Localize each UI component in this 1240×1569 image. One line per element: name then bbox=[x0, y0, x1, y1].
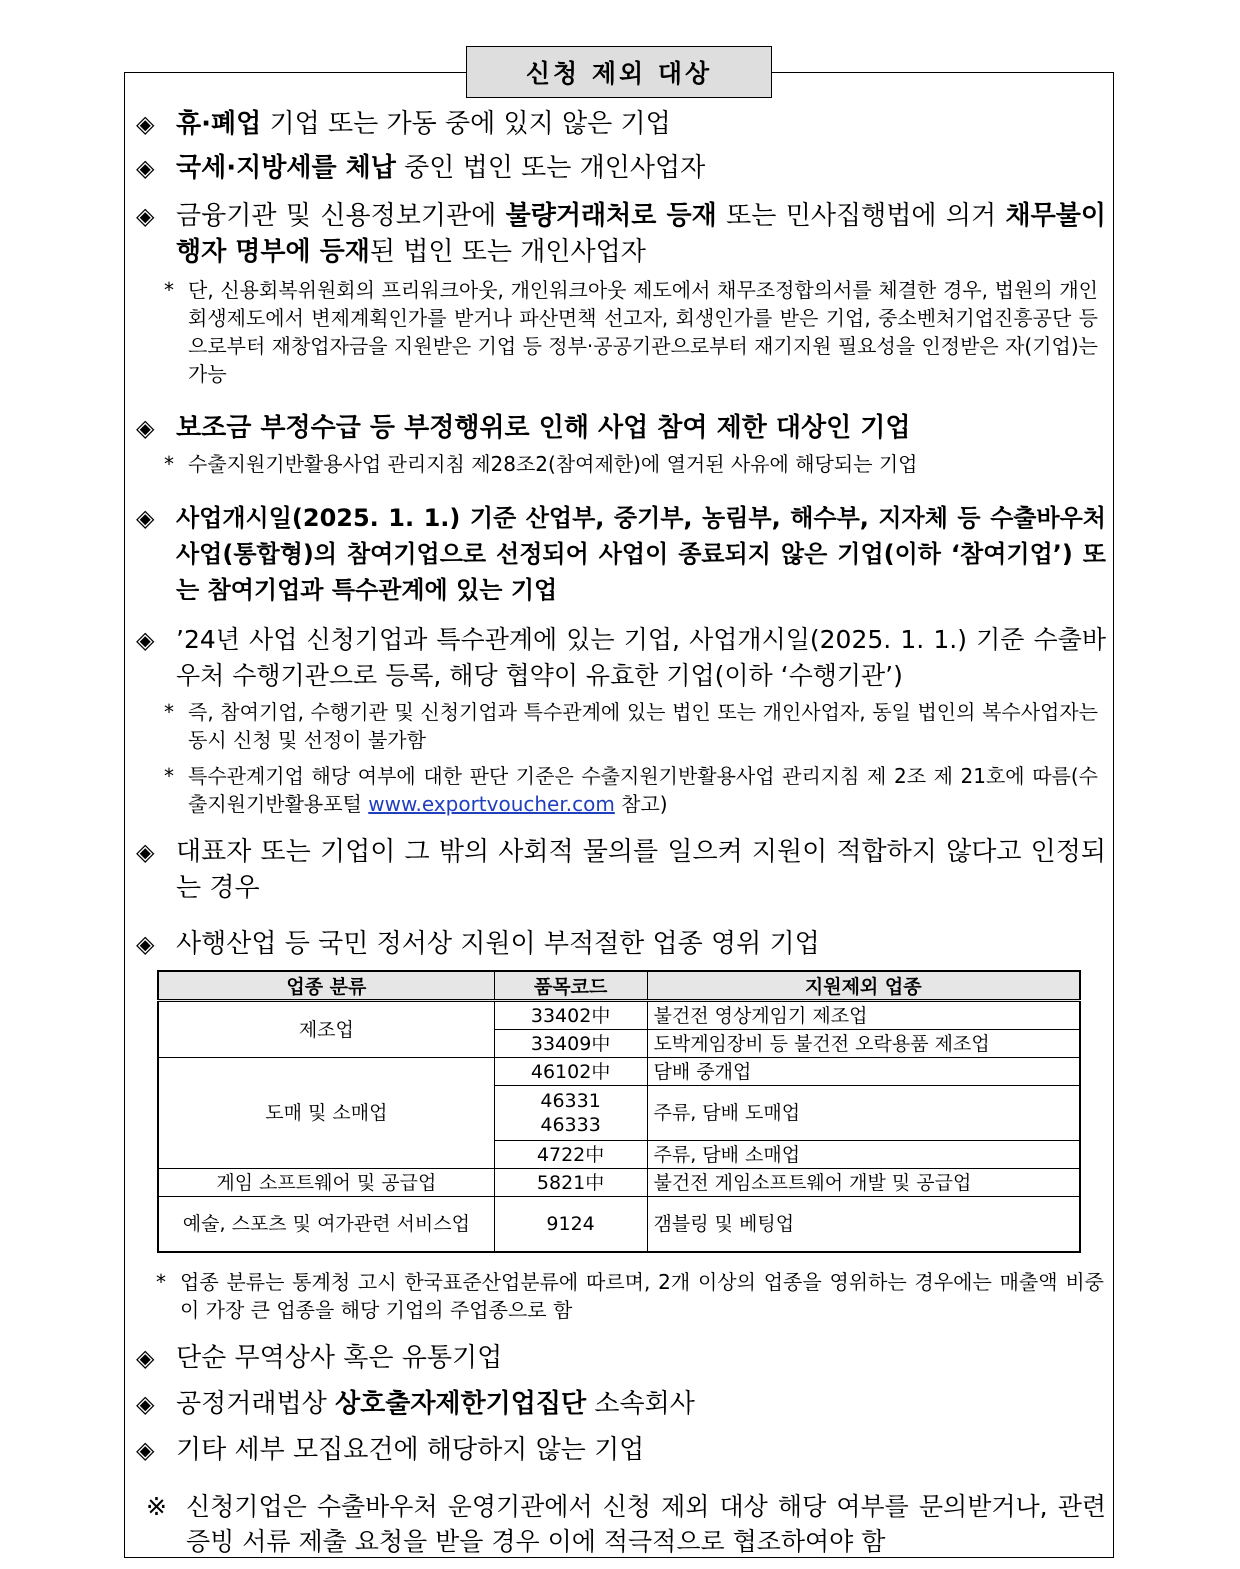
asterisk-icon: * bbox=[164, 278, 174, 302]
diamond-bullet-icon: ◈ bbox=[136, 154, 155, 182]
list-item: ◈ 휴·폐업 기업 또는 가동 중에 있지 않은 기업 bbox=[136, 106, 1106, 142]
list-item: ◈ ’24년 사업 신청기업과 특수관계에 있는 기업, 사업개시일(2025. 1. 1.) 기준 수출바우처 수행기관으로 등록, 해당 협약이 유효한 기업(이하 ‘수행기관’) bbox=[136, 622, 1106, 694]
list-item: ◈ 대표자 또는 기업이 그 밖의 사회적 물의를 일으켜 지원이 적합하지 않다고 인정되는 경우 bbox=[136, 834, 1106, 906]
diamond-bullet-icon: ◈ bbox=[136, 110, 155, 138]
item-code: 5821中 bbox=[494, 1169, 647, 1197]
diamond-bullet-icon: ◈ bbox=[136, 930, 155, 958]
asterisk-icon: * bbox=[164, 764, 174, 788]
table-row bbox=[158, 1058, 1080, 1086]
note: * 업종 분류는 통계청 고시 한국표준산업분류에 따르며, 2개 이상의 업종을 영위하는 경우에는 매출액 비중이 가장 큰 업종을 해당 기업의 주업종으로 함 bbox=[156, 1270, 1104, 1322]
table-row bbox=[158, 1169, 1080, 1197]
item-code: 46331 46333 bbox=[494, 1086, 647, 1141]
list-item: ◈ 공정거래법상 상호출자제한기업집단 소속회사 bbox=[136, 1386, 1106, 1422]
excluded-industry: 주류, 담배 소매업 bbox=[647, 1141, 1080, 1169]
diamond-bullet-icon: ◈ bbox=[136, 1390, 155, 1418]
list-item: ◈ 금융기관 및 신용정보기관에 불량거래처로 등재 또는 민사집행법에 의거 채무불이행자 명부에 등재된 법인 또는 개인사업자 bbox=[136, 198, 1106, 270]
excluded-industry: 담배 중개업 bbox=[647, 1058, 1080, 1086]
excluded-industry: 도박게임장비 등 불건전 오락용품 제조업 bbox=[647, 1030, 1080, 1058]
item-code: 33409中 bbox=[494, 1030, 647, 1058]
excluded-industry: 주류, 담배 도매업 bbox=[647, 1086, 1080, 1141]
excluded-industry: 갬블링 및 베팅업 bbox=[647, 1197, 1080, 1253]
list-item: ◈ 국세·지방세를 체납 중인 법인 또는 개인사업자 bbox=[136, 150, 1106, 186]
page-title: 신청 제외 대상 bbox=[466, 46, 772, 98]
note: * 특수관계기업 해당 여부에 대한 판단 기준은 수출지원기반활용사업 관리지침 제 2조 제 21호에 따름(수출지원기반활용포털 www.exportvoucher.com 참고) bbox=[164, 764, 1098, 816]
table-row bbox=[158, 1197, 1080, 1253]
item-code: 4722中 bbox=[494, 1141, 647, 1169]
table-row bbox=[158, 1001, 1080, 1030]
diamond-bullet-icon: ◈ bbox=[136, 1436, 155, 1464]
list-item: ◈ 기타 세부 모집요건에 해당하지 않는 기업 bbox=[136, 1432, 1106, 1468]
column-header: 지원제외 업종 bbox=[647, 971, 1080, 1001]
item-code: 9124 bbox=[494, 1197, 647, 1253]
industry-category: 게임 소프트웨어 및 공급업 bbox=[158, 1169, 494, 1197]
column-header: 업종 분류 bbox=[158, 971, 494, 1001]
list-item: ◈ 단순 무역상사 혹은 유통기업 bbox=[136, 1340, 1106, 1376]
diamond-bullet-icon: ◈ bbox=[136, 626, 155, 654]
industry-category: 예술, 스포츠 및 여가관련 서비스업 bbox=[158, 1197, 494, 1253]
diamond-bullet-icon: ◈ bbox=[136, 1344, 155, 1372]
diamond-bullet-icon: ◈ bbox=[136, 504, 155, 532]
excluded-industry: 불건전 게임소프트웨어 개발 및 공급업 bbox=[647, 1169, 1080, 1197]
note: * 즉, 참여기업, 수행기관 및 신청기업과 특수관계에 있는 법인 또는 개인사업자, 동일 법인의 복수사업자는 동시 신청 및 선정이 불가함 bbox=[164, 700, 1098, 752]
asterisk-icon: * bbox=[156, 1270, 166, 1294]
asterisk-icon: * bbox=[164, 700, 174, 724]
industry-category: 도매 및 소매업 bbox=[158, 1058, 494, 1169]
diamond-bullet-icon: ◈ bbox=[136, 414, 155, 442]
asterisk-icon: * bbox=[164, 452, 174, 476]
excluded-industry: 불건전 영상게임기 제조업 bbox=[647, 1001, 1080, 1030]
note: * 수출지원기반활용사업 관리지침 제28조2(참여제한)에 열거된 사유에 해당되는 기업 bbox=[164, 452, 918, 476]
diamond-bullet-icon: ◈ bbox=[136, 202, 155, 230]
exportvoucher-link[interactable]: www.exportvoucher.com bbox=[368, 792, 615, 816]
footnote: ※ 신청기업은 수출바우처 운영기관에서 신청 제외 대상 해당 여부를 문의받거나, 관련 증빙 서류 제출 요청을 받을 경우 이에 적극적으로 협조하여야 함 bbox=[146, 1489, 1106, 1559]
table-header-row bbox=[158, 971, 1080, 1001]
list-item: ◈ 보조금 부정수급 등 부정행위로 인해 사업 참여 제한 대상인 기업 bbox=[136, 410, 1106, 446]
item-code: 46102中 bbox=[494, 1058, 647, 1086]
excluded-industry-table bbox=[157, 970, 1081, 1253]
note: * 단, 신용회복위원회의 프리워크아웃, 개인워크아웃 제도에서 채무조정합의서를 체결한 경우, 법원의 개인회생제도에서 변제계획인가를 받거나 파산면책 선고자, 회생인가를 받은 기업, 중소벤처기업진흥공단 등으로부터 재창업자금을 지원받은 기업 등 정부·공공기관으로부터 재기지원 필요성을 인정받은 자(기업)는 가능 bbox=[164, 278, 1098, 386]
item-code: 33402中 bbox=[494, 1001, 647, 1030]
list-item: ◈ 사업개시일(2025. 1. 1.) 기준 산업부, 중기부, 농림부, 해수부, 지자체 등 수출바우처 사업(통합형)의 참여기업으로 선정되어 사업이 종료되지 않은 기업(이하 ‘참여기업’) 또는 참여기업과 특수관계에 있는 기업 bbox=[136, 500, 1106, 608]
column-header: 품목코드 bbox=[494, 971, 647, 1001]
diamond-bullet-icon: ◈ bbox=[136, 838, 155, 866]
reference-mark-icon: ※ bbox=[146, 1492, 167, 1521]
industry-category: 제조업 bbox=[158, 1001, 494, 1058]
list-item: ◈ 사행산업 등 국민 정서상 지원이 부적절한 업종 영위 기업 bbox=[136, 926, 1106, 962]
